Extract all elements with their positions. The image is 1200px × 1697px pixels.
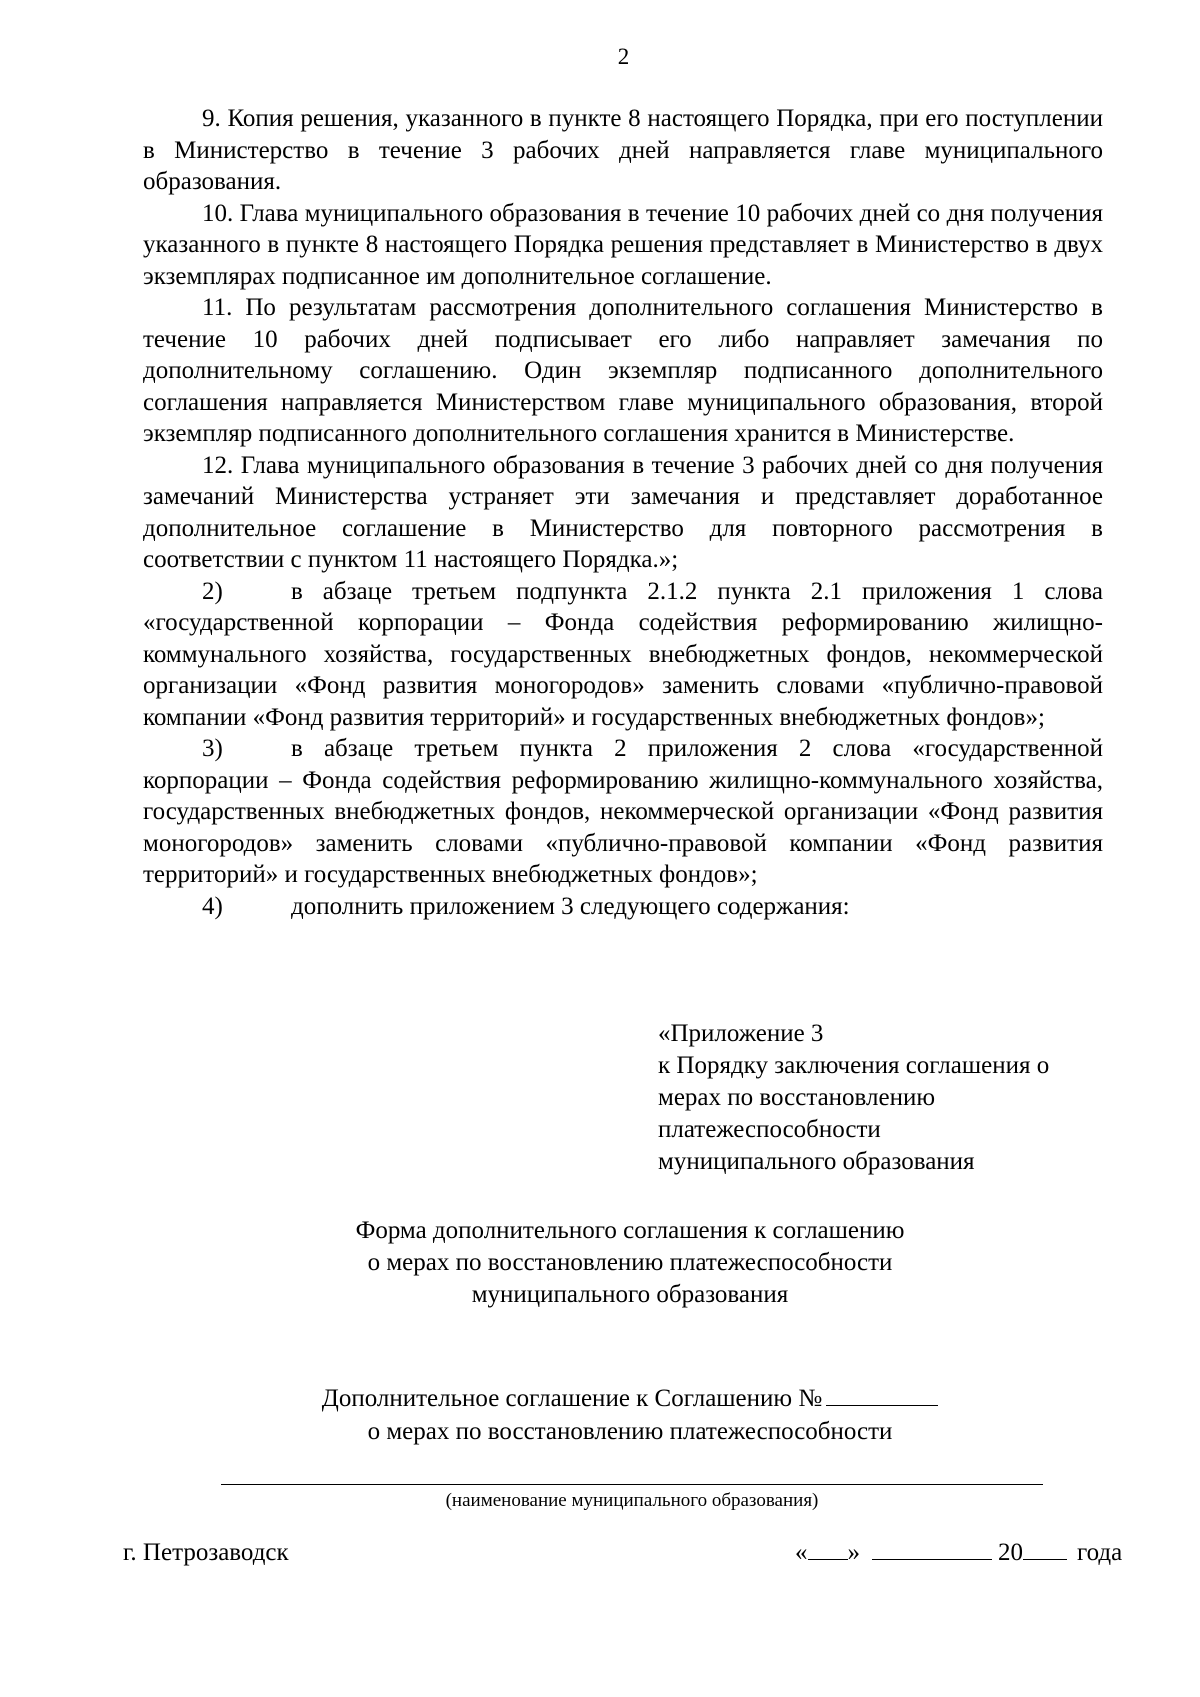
municipal-name-caption: (наименование муниципального образования): [445, 1490, 819, 1511]
form-title-line: муниципального образования: [471, 1281, 789, 1308]
municipal-name-blank: [221, 1484, 1043, 1485]
form-title-line: о мерах по восстановлению платежеспособности: [367, 1249, 893, 1276]
date-field: [795, 1539, 1122, 1567]
appendix-line: мерах по восстановлению: [658, 1084, 936, 1111]
appendix-header: [658, 1018, 1118, 1178]
agreement-number-blank: [826, 1385, 938, 1406]
item-text: дополнить приложением 3 следующего содержания:: [291, 892, 850, 920]
appendix-line: муниципального образования: [658, 1148, 975, 1175]
month-blank: [872, 1539, 992, 1560]
document-body: [143, 103, 1103, 922]
item-number: 2): [202, 577, 223, 605]
date-open-quote: «: [795, 1539, 808, 1566]
paragraph-10: 10. Глава муниципального образования в течение 10 рабочих дней со дня получения указанного в пункте 8 настоящего Порядка решения представляет в Министерство в двух экземплярах подписанное им дополнительное соглашение.: [143, 199, 1103, 290]
paragraph-9: 9. Копия решения, указанного в пункте 8 настоящего Порядка, при его поступлении в Министерство в течение 3 рабочих дней направляется главе муниципального образования.: [143, 105, 1103, 195]
appendix-line: «Приложение 3: [658, 1020, 824, 1047]
agreement-title-line-1: [260, 1382, 1000, 1415]
date-year-word: года: [1077, 1539, 1123, 1566]
day-blank: [808, 1539, 848, 1560]
form-title-line: Форма дополнительного соглашения к соглашению: [355, 1217, 905, 1244]
paragraph-12: 12. Глава муниципального образования в течение 3 рабочих дней со дня получения замечаний Министерства устраняет эти замечания и представляет доработанное дополнительное соглашение в Министерство для повторного рассмотрения в соответствии с пунктом 11 настоящего Порядка.»;: [143, 451, 1103, 573]
list-item-4: [143, 891, 1103, 923]
item-text: в абзаце третьем подпункта 2.1.2 пункта 2.1 приложения 1 слова «государственной корпорации – Фонда содействия реформированию жилищно-коммунального хозяйства, государственных внебюджетных фондов, некоммерческой организации «Фонд развития моногородов» заменить словами «публично-правовой компании «Фонд развития территорий» и государственных внебюджетных фондов»;: [143, 577, 1103, 731]
year-blank: [1023, 1539, 1067, 1560]
list-item-3: [143, 733, 1103, 891]
page-number: 2: [617, 44, 630, 69]
item-text: в абзаце третьем пункта 2 приложения 2 слова «государственной корпорации – Фонда содействия реформированию жилищно-коммунального хозяйства, государственных внебюджетных фондов, некоммерческой организации «Фонд развития моногородов» заменить словами «публично-правовой компании «Фонд развития территорий» и государственных внебюджетных фондов»;: [143, 735, 1103, 888]
form-title: [260, 1215, 1000, 1311]
city-label: г. Петрозаводск: [123, 1539, 289, 1566]
agreement-title: [260, 1382, 1000, 1448]
item-number: 3): [202, 735, 223, 762]
date-century: 20: [998, 1539, 1023, 1566]
date-close-quote: »: [847, 1539, 860, 1566]
item-number: 4): [202, 892, 223, 920]
appendix-line: платежеспособности: [658, 1116, 881, 1143]
agreement-title-line-2: о мерах по восстановлению платежеспособности: [367, 1418, 893, 1445]
list-item-2: [143, 576, 1103, 734]
agreement-title-text: Дополнительное соглашение к Соглашению №: [321, 1385, 823, 1412]
paragraph-11: 11. По результатам рассмотрения дополнительного соглашения Министерство в течение 10 рабочих дней подписывает его либо направляет замечания по дополнительному соглашению. Один экземпляр подписанного дополнительного соглашения направляется Министерством главе муниципального образования, второй экземпляр подписанного дополнительного соглашения хранится в Министерстве.: [143, 294, 1103, 447]
appendix-line: к Порядку заключения соглашения о: [658, 1052, 1050, 1079]
